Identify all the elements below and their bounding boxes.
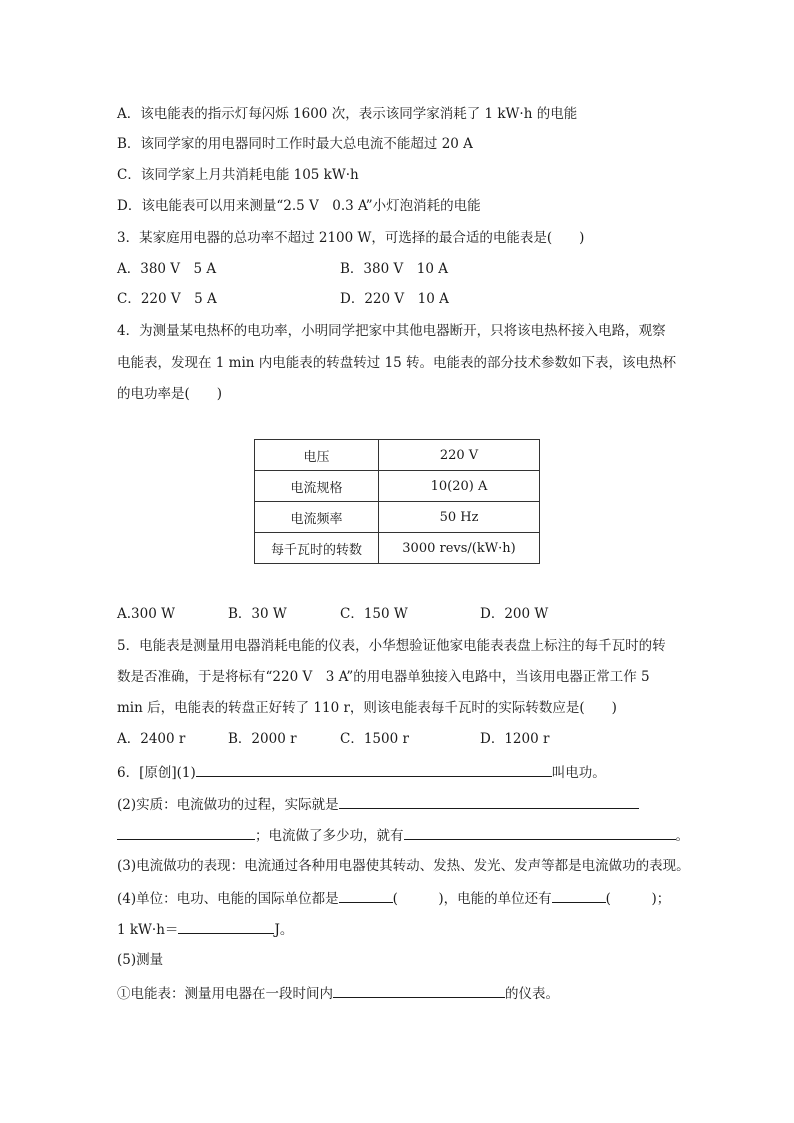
q6-line8-suffix: 的仪表。 xyxy=(505,986,559,1002)
answer-blank[interactable] xyxy=(339,793,639,809)
q6-paren: ( ) xyxy=(605,891,657,907)
table-row xyxy=(255,533,540,564)
q5-stem-line2: 数是否准确，于是将标有“220 V 3 A”的用电器单独接入电路中，当该用电器正常工作 5 xyxy=(117,669,650,685)
table-row xyxy=(255,440,540,471)
table-value: 3000 revs/(kW·h) xyxy=(379,533,540,564)
q6-line3-suffix: 。 xyxy=(675,828,689,844)
answer-blank[interactable] xyxy=(552,887,606,903)
table-key: 电流规格 xyxy=(255,471,379,502)
table-key: 每千瓦时的转数 xyxy=(255,533,379,564)
q4-option-a: A.300 W xyxy=(117,606,175,622)
table-key: 电压 xyxy=(255,440,379,471)
answer-blank[interactable] xyxy=(178,918,274,934)
table-row xyxy=(255,502,540,533)
table-row xyxy=(255,471,540,502)
q3-stem: 3．某家庭用电器的总功率不超过 2100 W，可选择的最合适的电能表是( ) xyxy=(117,230,585,246)
table-key: 电流频率 xyxy=(255,502,379,533)
answer-blank[interactable] xyxy=(196,761,552,777)
table-value: 10(20) A xyxy=(379,471,540,502)
q5-stem-line3: min 后，电能表的转盘正好转了 110 r，则该电能表每千瓦时的实际转数应是( ) xyxy=(117,700,617,716)
q6-line1 xyxy=(117,761,606,781)
q3-option-a: A．380 V 5 A xyxy=(117,261,217,277)
q3-option-d: D．220 V 10 A xyxy=(340,291,449,307)
q6-line5-suffix: ； xyxy=(656,891,671,907)
answer-blank[interactable] xyxy=(333,982,505,998)
q4-stem-line3: 的电功率是( ) xyxy=(117,386,223,402)
q6-line6-suffix: J。 xyxy=(274,922,294,938)
answer-blank[interactable] xyxy=(339,887,393,903)
q6-line3-text: ；电流做了多少功，就有 xyxy=(255,828,404,844)
q4-option-d: D．200 W xyxy=(480,606,549,622)
q2-option-a: A．该电能表的指示灯每闪烁 1600 次，表示该同学家消耗了 1 kW·h 的电能 xyxy=(117,106,578,122)
q4-option-c: C．150 W xyxy=(340,606,408,622)
answer-blank[interactable] xyxy=(117,824,255,840)
q6-line6 xyxy=(117,918,293,938)
q6-line8 xyxy=(117,982,559,1002)
q5-stem-line1: 5．电能表是测量用电器消耗电能的仪表，小华想验证他家电能表表盘上标注的每千瓦时的转 xyxy=(117,638,666,654)
q6-line5-mid: ，电能的单位还有 xyxy=(443,891,552,907)
table-value: 220 V xyxy=(379,440,540,471)
q2-option-b: B．该同学家的用电器同时工作时最大总电流不能超过 20 A xyxy=(117,136,473,152)
q6-line5 xyxy=(117,887,670,907)
q6-line5-text: (4)单位：电功、电能的国际单位都是 xyxy=(117,891,339,907)
q3-option-c: C．220 V 5 A xyxy=(117,291,217,307)
q6-line3 xyxy=(117,824,689,844)
q5-option-c: C．1500 r xyxy=(340,731,409,747)
q4-stem-line1: 4．为测量某电热杯的电功率，小明同学把家中其他电器断开，只将该电热杯接入电路，观察 xyxy=(117,323,666,339)
answer-blank[interactable] xyxy=(404,824,676,840)
q5-option-a: A．2400 r xyxy=(117,731,186,747)
q6-paren: ( ) xyxy=(392,891,444,907)
q6-line2 xyxy=(117,793,639,813)
q6-line6-text: 1 kW·h＝ xyxy=(117,922,179,938)
q6-line1-suffix: 叫电功。 xyxy=(551,765,606,781)
q4-option-b: B．30 W xyxy=(228,606,287,622)
q4-stem-line2: 电能表，发现在 1 min 内电能表的转盘转过 15 转。电能表的部分技术参数如下表，该电热杯 xyxy=(117,355,677,371)
q5-option-d: D．1200 r xyxy=(480,731,550,747)
meter-parameters-table xyxy=(254,439,540,564)
q5-option-b: B．2000 r xyxy=(228,731,297,747)
table-value: 50 Hz xyxy=(379,502,540,533)
q6-line2-text: (2)实质：电流做功的过程，实际就是 xyxy=(117,797,339,813)
q2-option-c: C．该同学家上月共消耗电能 105 kW·h xyxy=(117,167,359,183)
q2-option-d: D．该电能表可以用来测量“2.5 V 0.3 A”小灯泡消耗的电能 xyxy=(117,198,481,214)
q6-label: 6．[原创](1) xyxy=(117,765,196,781)
q6-line8-text: ①电能表：测量用电器在一段时间内 xyxy=(117,986,333,1002)
q6-line4: (3)电流做功的表现：电流通过各种用电器使其转动、发热、发光、发声等都是电流做功的表现。 xyxy=(117,858,690,874)
q6-line7: (5)测量 xyxy=(117,952,164,968)
q3-option-b: B．380 V 10 A xyxy=(340,261,448,277)
